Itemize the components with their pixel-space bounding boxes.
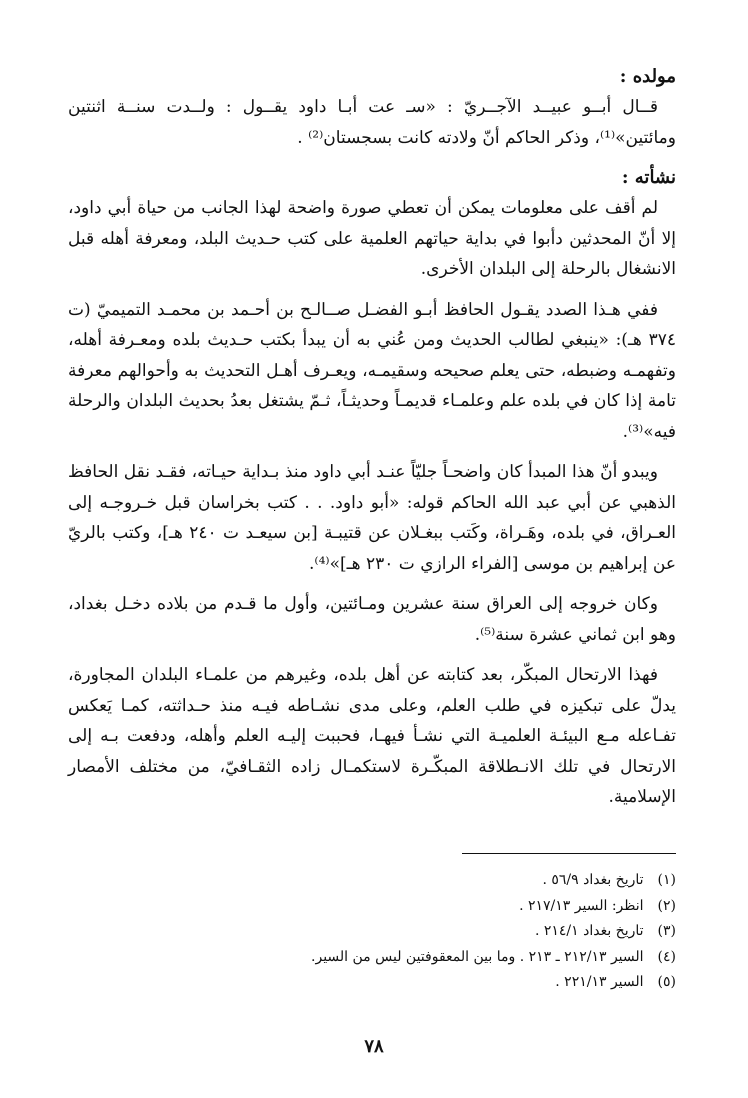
footnote-number: (٥) xyxy=(657,974,676,990)
footnote-text: السير ٢٢١/١٣ . xyxy=(555,974,644,990)
footnote-number: (٢) xyxy=(657,897,676,914)
paragraph: لم أقف على معلومات يمكن أن تعطي صورة واضحة لهذا الجانب من حياة أبي داود، إلا أنّ المحدثين دأبوا في بداية حياتهم العلمية على كتب حـديث البلد، ومعرفة أهله قبل الانشغال بالرحلة إلى البلدان الأخرى. xyxy=(68,198,676,279)
footnote-number: (١) xyxy=(657,872,676,888)
paragraph: وكان خروجه إلى العراق سنة عشرين ومـائتين، وأول ما قـدم من بلاده دخـل بغداد، وهو ابن ثماني عشرة سنة⁽⁵⁾. xyxy=(68,594,676,645)
footnote-text: تاريخ بغداد ٢١٤/١ . xyxy=(534,923,644,939)
paragraph: فهذا الارتحال المبكّر، بعد كتابته عن أهل بلده، وغيرهم من علمـاء البلدان المجاورة، يدلّ على تبكيزه في طلب العلم، وعلى مدى نشـاطه فيـه منذ حـداثته، كمـا يَعكس تفـاعله مـع البيئـة العلميـة التي نشـأ فيهـا، فحببت إليـه العلم وأهله، ودفعت بـه إلى الارتحال في تلك الانـطلاقة المبكّـرة لاستكمـال زاده الثقـافيّ، من مختلف الأمصار الإسلامية. xyxy=(68,665,676,807)
footnote-text: السير ٢١٢/١٣ ـ ٢١٣ . وما بين المعقوفتين ليس من السير. xyxy=(311,948,644,965)
footnote xyxy=(68,868,676,894)
footnote-text: تاريخ بغداد ٥٦/٩ . xyxy=(542,872,644,888)
footnote-text: انظر: السير ٢١٧/١٣ . xyxy=(519,897,644,914)
paragraph: ففي هـذا الصدد يقـول الحافظ أبـو الفضـل صــالـح بن أحـمد بن محمـد التميميّ (ت ٣٧٤ هـ): «ينبغي لطالب الحديث ومن عُني به أن يبدأ بكتب حـديث بلده ومعـرفة أهله، وتفهمـه وضبطه، حتى يعلم صحيحه وسقيمـه، ويعـرف أهـل التحديث به وأحوالهم معرفة تامة إذا كان في بلده علم وعلمـاء قديمـاً وحديثـاً، ثـمّ يشتغل بعدُ بحديث البلدان والرحلة فيه»⁽³⁾. xyxy=(68,299,676,442)
footnote-number: (٤) xyxy=(657,948,676,965)
footnote-divider xyxy=(462,853,676,854)
paragraph: قــال أبــو عبيــد الآجــريّ : «سـ عت أبـا داود يقــول : ولــدت سنــة اثنتين ومائتين»⁽¹⁾، وذكر الحاكم أنّ ولادته كانت بسجستان⁽²⁾ . xyxy=(68,97,676,148)
footnote xyxy=(68,919,676,945)
section-heading-upbringing: نشأته : xyxy=(621,167,676,188)
footnote xyxy=(68,894,676,920)
footnote xyxy=(68,970,676,996)
footnote xyxy=(68,945,676,971)
footnotes xyxy=(68,868,676,996)
page-number: ٧٨ xyxy=(364,1036,384,1057)
paragraph: ويبدو أنّ هذا المبدأ كان واضحـاً جليّاً عنـد أبي داود منذ بـداية حيـاته، فقـد نقل الحافظ الذهبي عن أبي عبد الله الحاكم قوله: «أبو داود. . . كتب بخراسان قبل خـروجـه إلى العـراق، في بلده، وهَـراة، وكَتب ببغـلان عن قتيبـة [بن سيعـد ت ٢٤٠ هـ]، وكتب بالريّ عن إبراهيم بن موسى [الفراء الرازي ت ٢٣٠ هـ]»⁽⁴⁾. xyxy=(68,462,677,574)
footnote-number: (٣) xyxy=(657,923,676,939)
page-body xyxy=(68,62,676,823)
section-heading-birth: مولده : xyxy=(619,66,676,87)
